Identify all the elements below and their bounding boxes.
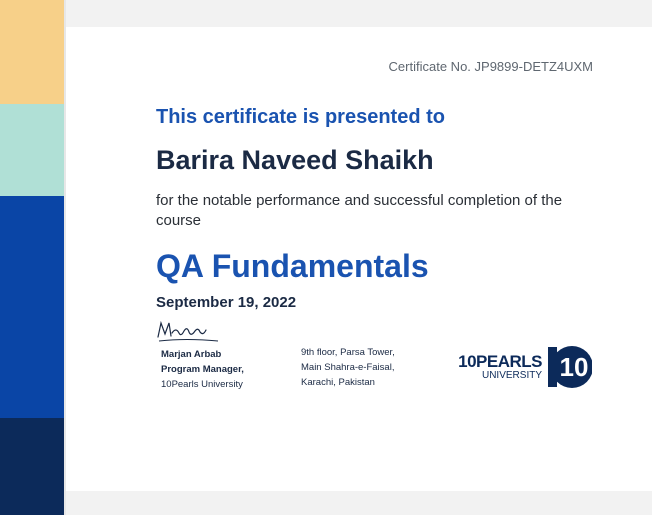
course-title: QA Fundamentals [156, 248, 429, 284]
decorative-stripes [0, 0, 64, 515]
10pearls-university-logo [456, 343, 596, 393]
logo-brand: 10PEARLS [458, 352, 542, 371]
presented-to-heading: This certificate is presented to [156, 106, 445, 128]
recipient-name: Barira Naveed Shaikh [156, 145, 434, 175]
certificate-card [66, 27, 652, 491]
address-line-2: Main Shahra-e-Faisal, [301, 362, 395, 373]
stripe-mint [0, 104, 64, 196]
address-line-1: 9th floor, Parsa Tower, [301, 347, 395, 358]
signer-name: Marjan Arbab [161, 349, 222, 360]
signer-org: 10Pearls University [161, 379, 243, 390]
signature-image [156, 319, 224, 345]
signer-block [161, 347, 244, 392]
stripe-blue [0, 196, 64, 418]
stripe-navy [0, 418, 64, 515]
logo-mark-icon [544, 343, 592, 391]
stripe-yellow [0, 0, 64, 104]
certificate-description: for the notable performance and successful completion of the course [156, 192, 563, 229]
address-block [301, 345, 395, 390]
certificate-date: September 19, 2022 [156, 294, 297, 311]
signer-title: Program Manager, [161, 364, 244, 375]
logo-wordmark [456, 353, 542, 382]
logo-mark-text: 10 [559, 352, 589, 382]
logo-sub: UNIVERSITY [481, 370, 542, 381]
address-line-3: Karachi, Pakistan [301, 377, 375, 388]
certificate-number: Certificate No. JP9899-DETZ4UXM [388, 59, 593, 74]
